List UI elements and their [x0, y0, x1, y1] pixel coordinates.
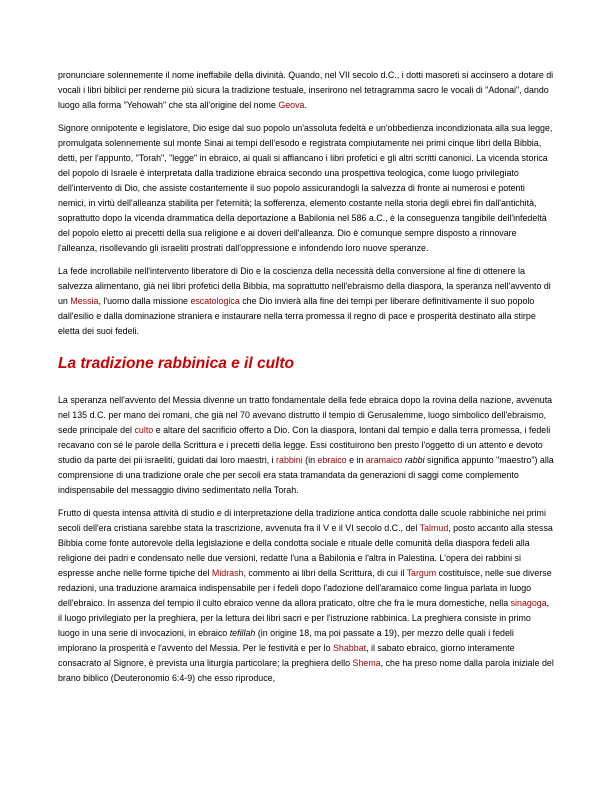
- text: (in: [302, 455, 318, 465]
- text: e altare del sacrificio offerto a Dio. Con la diaspora, lontani dal tempio e dalla terra promessa, i fedeli recavano con sé le parole della Scrittura e i precetti della legge. Essi costituirono ben presto l'oggetto di un attento e devoto studio da parte dei pii israeliti, guidati dai loro maestri, i: [58, 425, 551, 465]
- link-targum[interactable]: Targum: [406, 568, 437, 578]
- text: , posto accanto alla stessa Bibbia come fonte autorevole della legislazione e della condotta sociale e rituale delle comunità della diaspora fedeli alla religione dei padri e condensato nelle due versioni, redatte l'una a Babilonia e l'altra in Palestina. L'opera dei rabbini si espresse anche nelle forme tipiche del: [58, 523, 553, 578]
- text: .: [304, 100, 307, 110]
- paragraph-2: [58, 121, 554, 256]
- text: , l'uomo dalla missione: [98, 296, 191, 306]
- paragraph-1: [58, 68, 554, 113]
- text: La fede incrollabile nell'intervento liberatore di Dio e la coscienza della necessità della conversione al fine di ottenere la salvezza alimentano, già nei libri profetici della Bibbia, ma soprattutto nell'ebraismo della diaspora, la speranza nell'avvento di un: [58, 266, 551, 306]
- link-aramaico[interactable]: aramaico: [365, 455, 403, 465]
- link-talmud[interactable]: Talmud: [419, 523, 449, 533]
- link-messia[interactable]: Messia: [70, 296, 99, 306]
- text: , il luogo privilegiato per la preghiera, per la lettura dei libri sacri e per l'istruzione rabbinica. La preghiera consiste in primo luogo in una serie di invocazioni, in ebraico: [58, 598, 550, 638]
- text: (in origine 18, ma poi passate a 19), per mezzo delle quali i fedeli implorano la prosperità e l'avvento del Messia. Per le festività e per lo: [58, 628, 514, 653]
- paragraph-5: [58, 506, 554, 686]
- link-rabbini[interactable]: rabbini: [276, 455, 303, 465]
- link-ebraico[interactable]: ebraico: [317, 455, 347, 465]
- link-sinagoga[interactable]: sinagoga: [510, 598, 547, 608]
- text: Signore onnipotente e legislatore, Dio esige dal suo popolo un'assoluta fedeltà e un'obbedienza incondizionata alla sua legge, promulgata solennemente sul monte Sinai ai tempi dell'esodo e registrata compiutamente nei primi cinque libri della Bibbia, detti, per l'appunto, "Torah", "legge" in ebraico, ai quali si affiancano i libri profetici e gli altri scritti canonici. La vicenda storica del popolo di Israele è interpretata dalla tradizione ebraica secondo una prospettiva teologica, come luogo privilegiato dell'intervento di Dio, che assiste costantemente il suo popolo assicurandogli la salvezza di fronte ai numerosi e potenti nemici, in virtù dell'alleanza stabilita per l'eternità; la sofferenza, elemento costante nella storia degli ebrei fin dall'antichità, soprattutto dopo la vicenda drammatica della deportazione a Babilonia nel 586 a.C., è la conseguenza tangibile dell'infedeltà del popolo eletto ai precetti della sua religione e ai doveri dell'alleanza. Dio è comunque sempre disposto a rinnovare l'alleanza, risollevando gli israeliti prostrati dall'oppressione e infondendo loro nuove speranze.: [58, 123, 553, 253]
- link-shema[interactable]: Shema: [352, 658, 381, 668]
- text: pronunciare solennemente il nome ineffabile della divinità. Quando, nel VII secolo d.C., i dotti masoreti si accinsero a dotare di vocali i libri biblici per renderne più sicura la tradizione testuale, inserirono nel tetragramma sacro le vocali di "Adonai", dando luogo alla forma "Yehowah" che sta all'origine del nome: [58, 70, 554, 110]
- document-page: [58, 68, 554, 694]
- text: , il sabato ebraico, giorno interamente consacrato al Signore, è prevista una liturgia particolare; la preghiera dello: [58, 643, 515, 668]
- text: significa appunto "maestro") alla comprensione di una tradizione orale che per secoli era stata tramandata da generazioni di saggi come complemento indispensabile del messaggio divino sedimentato nella Torah.: [58, 455, 554, 495]
- text: , commento ai libri della Scrittura, di cui il: [243, 568, 407, 578]
- text: e in: [346, 455, 366, 465]
- italic-term: rabbi: [404, 455, 425, 465]
- text: La speranza nell'avvento del Messia divenne un tratto fondamentale della fede ebraica dopo la rovina della nazione, avvenuta nel 135 d.C. per mano dei romani, che già nel 70 avevano distrutto il tempio di Gerusalemme, luogo simbolico dell'ebraismo, sede principale del: [58, 395, 553, 435]
- italic-term: tefillah: [229, 628, 256, 638]
- section-heading: La tradizione rabbinica e il culto: [58, 355, 294, 372]
- text: , che ha preso nome dalla parola iniziale del brano biblico (Deuteronomio 6:4-9) che esso riproduce,: [58, 658, 554, 683]
- text: che Dio invierà alla fine dei tempi per liberare definitivamente il suo popolo dall'esilio e dalla dominazione straniera e instaurare nella terra promessa il regno di pace e prosperità destinato alla stirpe eletta dei suoi fedeli.: [58, 296, 536, 336]
- paragraph-3: [58, 264, 554, 339]
- text: Frutto di questa intensa attività di studio e di interpretazione della tradizione antica condotta dalle scuole rabbiniche nei primi secoli dell'era cristiana sarebbe stata la trascrizione, avvenuta fra il V e il VI secolo d.C., del: [58, 508, 546, 533]
- text: costituisce, nelle sue diverse redazioni, una traduzione aramaica indispensabile per i fedeli dopo l'adozione dell'aramaico come lingua parlata in luogo dell'ebraico. In assenza del tempio il culto ebraico venne da allora praticato, oltre che fra le mura domestiche, nella: [58, 568, 552, 608]
- link-midrash[interactable]: Midrash: [211, 568, 244, 578]
- link-geova[interactable]: Geova: [278, 100, 305, 110]
- paragraph-4: [58, 393, 554, 498]
- link-escatologica[interactable]: escatologica: [190, 296, 240, 306]
- link-culto[interactable]: culto: [134, 425, 154, 435]
- link-shabbat[interactable]: Shabbat: [332, 643, 367, 653]
